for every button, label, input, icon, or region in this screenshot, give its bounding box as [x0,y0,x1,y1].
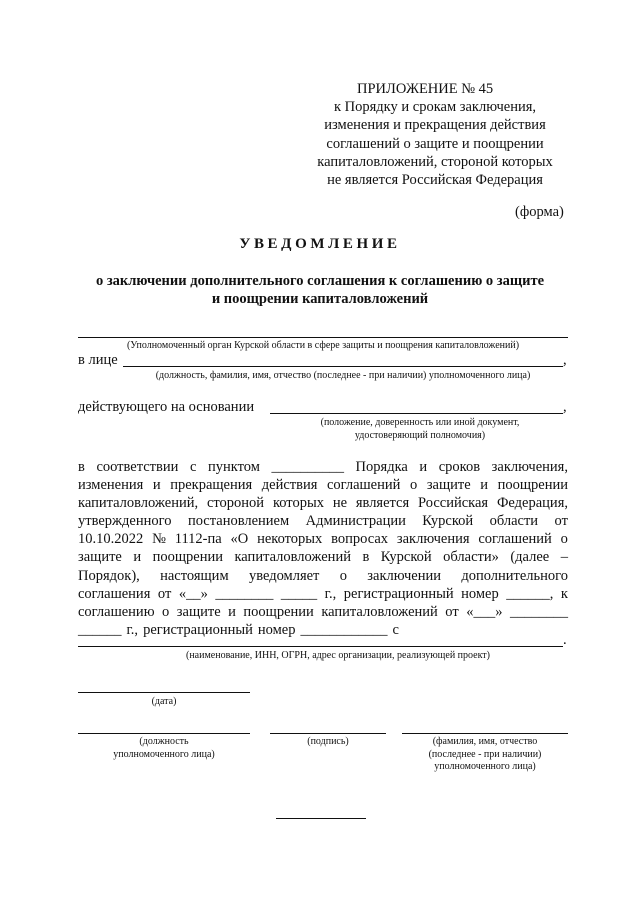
body-word: соглашения [78,585,151,602]
organization-caption: (наименование, ИНН, ОГРН, адрес организации, реализующей проект) [185,650,491,661]
body-word: «О [230,531,249,548]
full-name-caption-line: (последнее - при наличии) [428,748,542,760]
body-word: действия [261,477,318,494]
body-word: к [560,585,568,602]
body-word: и [152,477,161,494]
appendix-line: изменения и прекращения действия [324,117,546,134]
full-name-caption [402,736,568,774]
body-word: сроков [438,459,481,475]
body-word: __________ [271,459,344,475]
full-name-caption-line: уполномоченного лица) [434,761,536,772]
body-word: – [560,549,568,566]
closing-divider [276,818,366,819]
full-name-caption-line: (фамилия, имя, отчество [432,736,538,747]
body-word: от [554,513,568,530]
body-word: «__» [178,585,208,602]
body-word: поощрении [243,603,314,620]
body-word: г., [126,621,139,638]
authority-caption: (Уполномоченный орган Курской области в сфере защиты и поощрения капиталовложений) [126,340,520,351]
body-line [78,512,568,530]
body-word: 10.10.2022 [78,531,144,548]
subtitle-line: и поощрении капиталовложений [211,291,429,307]
body-word: стороной [206,495,265,512]
body-word: и [480,477,489,494]
body-word: соглашений [326,477,401,494]
body-word: о [560,531,568,548]
body-word: ________ [509,603,568,620]
body-word: не [332,495,348,512]
body-line [78,530,568,548]
body-word: вопросах [331,531,389,548]
body-word: регистрационный [343,585,454,602]
body-word: ________ [215,585,274,602]
appendix-header [290,80,580,189]
body-word: и [228,603,236,620]
body-word: заключения [396,531,470,548]
in-person-comma: , [563,352,567,368]
body-word: Российская [418,495,489,512]
body-word: соглашений [478,531,552,548]
body-word: _____ [280,585,318,602]
body-line [78,494,568,512]
body-word: «___» [466,603,503,620]
body-line [78,585,568,603]
appendix-line: соглашений о защите и поощрении [326,135,544,152]
body-word: Курской [380,549,432,566]
body-word: Администрации [305,513,406,530]
body-word: области» [443,549,499,566]
body-line [78,476,568,494]
full-name-field-line[interactable] [402,733,568,734]
body-word: прекращения [170,477,253,494]
body-word: области [489,513,539,530]
body-word: заключении [367,567,442,584]
body-word: поощрении [497,477,568,494]
body-word: регистрационный [143,621,253,638]
signature-field-line[interactable] [270,733,386,734]
body-word: утвержденного [78,513,172,530]
body-word: о [409,477,418,494]
body-word: капиталовложений [234,549,351,566]
body-word: уведомляет [248,567,320,584]
appendix-line: капиталовложений, стороной которых [317,153,553,170]
body-word: постановлением [187,513,290,530]
body-word: и [133,549,142,566]
body-word: от [445,603,459,620]
basis-label: действующего на основании [78,399,255,415]
subtitle-line: о заключении дополнительного соглашения к соглашению о защите [95,273,545,289]
signature-caption: (подпись) [307,736,349,747]
body-word: ____________ [300,621,388,638]
date-field-line[interactable] [78,692,250,693]
body-word: защите [78,549,122,566]
body-word: Порядка [355,459,408,475]
body-word: номер [257,621,296,638]
organization-field-line[interactable] [78,646,563,647]
basis-field-line[interactable] [270,413,563,414]
body-word: номер [461,585,499,602]
body-word: является [355,495,410,512]
body-word: заключения, [491,459,568,475]
body-word: о [162,603,170,620]
appendix-title: ПРИЛОЖЕНИЕ № 45 [357,81,494,97]
body-word: ______, [506,585,554,602]
form-label: (форма) [515,204,564,220]
body-line [78,548,568,566]
body-word: 1112-па [174,531,222,548]
body-word: пунктом [207,459,260,475]
body-word: Курской [422,513,474,530]
body-word: в [78,459,85,475]
body-word: настоящим [160,567,229,584]
body-word: некоторых [257,531,323,548]
body-word: соответствии [96,459,179,475]
appendix-line: не является Российская Федерация [327,172,543,189]
body-word: с [189,459,197,475]
appendix-line: к Порядку и срокам заключения, [333,99,537,116]
document-subtitle [60,272,580,308]
body-word: защите [426,477,471,494]
body-line [78,458,568,476]
date-caption: (дата) [151,696,177,707]
body-paragraph [78,458,568,639]
body-word: поощрении [152,549,223,566]
basis-caption [300,417,540,442]
in-person-label: в лице [78,352,118,368]
position-caption-line: уполномоченного лица) [113,748,215,760]
body-word: капиталовложений, [78,495,199,512]
position-caption [78,736,250,761]
body-line [78,567,568,585]
body-word: № [152,531,166,548]
position-field-line[interactable] [78,733,250,734]
body-word: Федерация, [496,495,568,512]
body-word: изменения [78,477,144,494]
in-person-caption: (должность, фамилия, имя, отчество (последнее - при наличии) уполномоченного лица) [155,370,531,381]
basis-caption-line: (положение, доверенность или иной документ, [320,417,520,428]
body-word: защите [176,603,221,620]
body-word: г., [324,585,337,602]
body-word: в [362,549,370,566]
document-title: УВЕДОМЛЕНИЕ [239,236,401,252]
body-word: соглашению [78,603,155,620]
body-line [78,603,568,621]
basis-caption-line: удостоверяющий полномочия) [354,429,486,441]
position-caption-line: (должность [139,736,189,747]
body-word: о [339,567,347,584]
body-word: Порядок), [78,567,140,584]
body-line [78,621,568,639]
in-person-field-line[interactable] [123,366,563,367]
body-word: капиталовложений [321,603,438,620]
body-word: дополнительного [461,567,568,584]
body-word: от [157,585,172,602]
body-word: (далее [510,549,550,566]
body-word: и [419,459,428,475]
body-word: которых [272,495,324,512]
body-word: ______ [78,621,122,638]
basis-comma: , [563,399,567,415]
body-word: с [392,621,399,638]
organization-period: . [563,632,567,648]
authority-field-line[interactable] [78,337,568,338]
